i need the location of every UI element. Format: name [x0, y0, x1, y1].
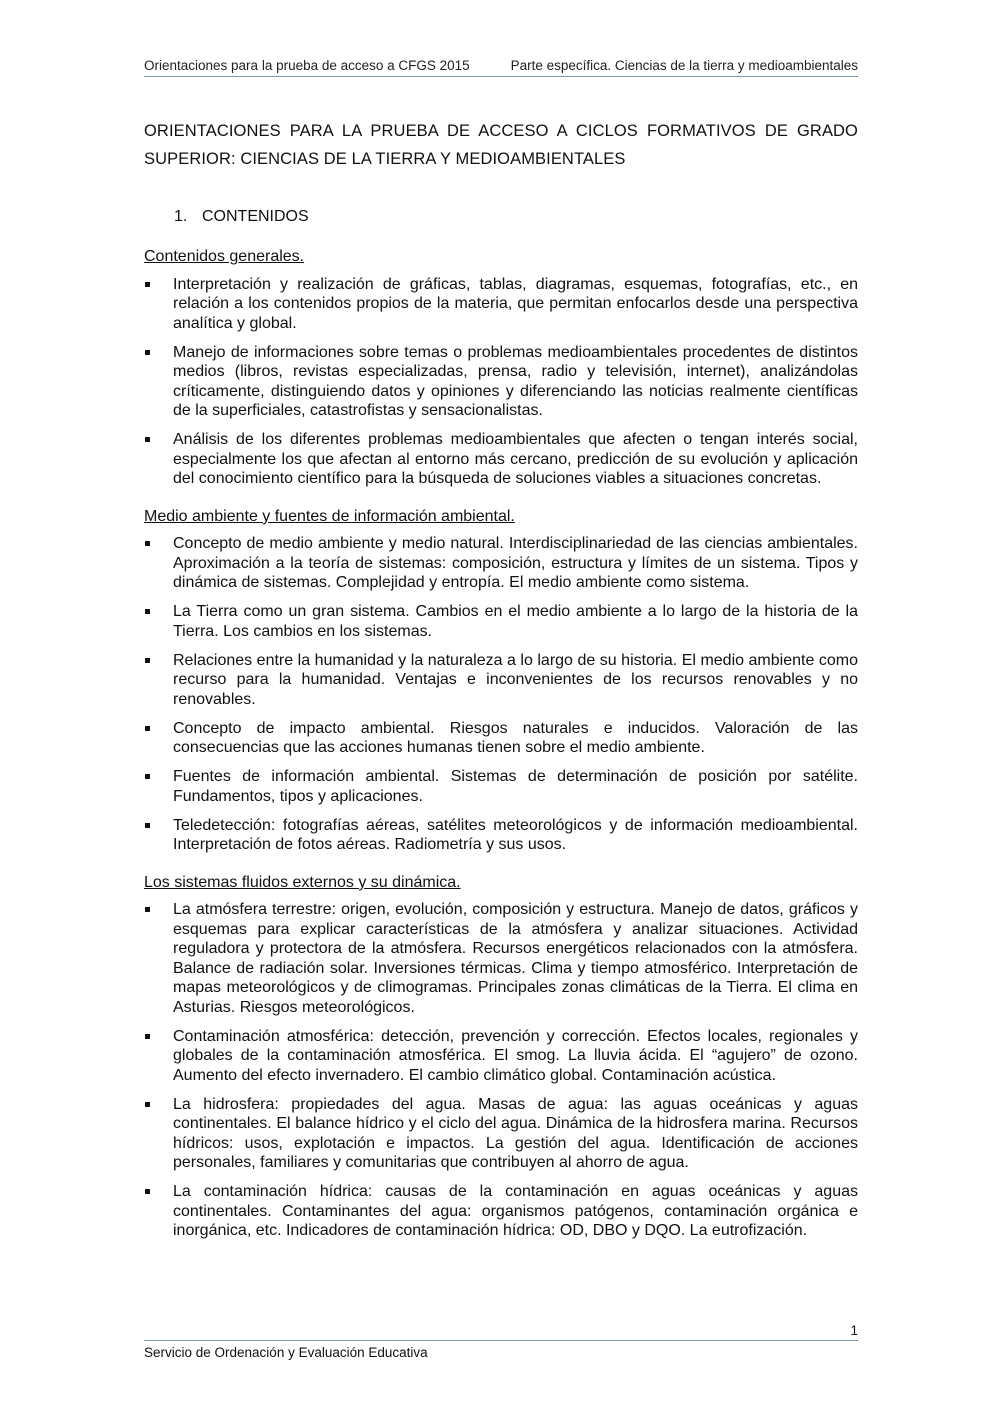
bullet-icon — [145, 1102, 150, 1107]
bullet-icon — [145, 658, 150, 663]
bullet-icon — [145, 437, 150, 442]
list-item: Análisis de los diferentes problemas medioambientales que afecten o tengan interés social, especialmente los que afectan al entorno más cercano, predicción de su evolución y aplicación del conocimiento científico para la búsqueda de soluciones viables a situaciones concretas. — [144, 430, 858, 489]
bullet-icon — [145, 609, 150, 614]
header-left: Orientaciones para la prueba de acceso a CFGS 2015 — [144, 58, 470, 73]
content-body — [144, 247, 858, 1259]
list-item: Contaminación atmosférica: detección, prevención y corrección. Efectos locales, regionales y globales de la contaminación atmosférica. El smog. La lluvia ácida. El “agujero” de ozono. Aumento del efecto invernadero. El cambio climático global. Contaminación acústica. — [144, 1027, 858, 1086]
bullet-icon — [145, 1189, 150, 1194]
list-item: Interpretación y realización de gráficas, tablas, diagramas, esquemas, fotografías, etc., en relación a los contenidos propios de la materia, que permitan enfocarlos desde una perspectiva analítica y global. — [144, 275, 858, 334]
bullet-list-medio-ambiente — [144, 534, 858, 855]
bullet-icon — [145, 726, 150, 731]
list-item: Concepto de impacto ambiental. Riesgos naturales e inducidos. Valoración de las consecuencias que las acciones humanas tienen sobre el medio ambiente. — [144, 719, 858, 758]
list-item: Fuentes de información ambiental. Sistemas de determinación de posición por satélite. Fundamentos, tipos y aplicaciones. — [144, 767, 858, 806]
bullet-icon — [145, 541, 150, 546]
section-heading-number: 1. — [174, 208, 188, 225]
list-item: La contaminación hídrica: causas de la contaminación en aguas oceánicas y aguas continentales. Contaminantes del agua: organismos patógenos, contaminación orgánica e inorgánica, etc. Indicadores de contaminación hídrica: OD, DBO y DQO. La eutrofización. — [144, 1182, 858, 1241]
list-item: Teledetección: fotografías aéreas, satélites meteorológicos y de información medioambiental. Interpretación de fotos aéreas. Radiometría y sus usos. — [144, 816, 858, 855]
bullet-icon — [145, 1034, 150, 1039]
section-title-generales: Contenidos generales. — [144, 248, 305, 265]
page-footer — [144, 1323, 858, 1360]
list-item: La Tierra como un gran sistema. Cambios en el medio ambiente a lo largo de la historia de la Tierra. Los cambios en los sistemas. — [144, 602, 858, 641]
bullet-icon — [145, 282, 150, 287]
document-title: ORIENTACIONES PARA LA PRUEBA DE ACCESO A CICLOS FORMATIVOS DE GRADO SUPERIOR: CIENCIAS DE LA TIERRA Y MEDIOAMBIENTALES — [144, 122, 858, 168]
list-item: Concepto de medio ambiente y medio natural. Interdisciplinariedad de las ciencias ambientales. Aproximación a la teoría de sistemas: composición, estructura y límites de un sistema. Tipos y dinámica de sistemas. Complejidad y entropía. El medio ambiente como sistema. — [144, 534, 858, 593]
page-number: 1 — [144, 1323, 858, 1341]
bullet-list-generales — [144, 275, 858, 489]
bullet-icon — [145, 774, 150, 779]
list-item: La hidrosfera: propiedades del agua. Masas de agua: las aguas oceánicas y aguas continentales. El balance hídrico y el ciclo del agua. Dinámica de la hidrosfera marina. Recursos hídricos: usos, explotación e impactos. La gestión del agua. Identificación de acciones personales, familiares y comunitarias que contribuyen al ahorro de agua. — [144, 1095, 858, 1173]
section-heading-label: CONTENIDOS — [202, 208, 309, 225]
section-heading — [174, 208, 309, 226]
footer-service: Servicio de Ordenación y Evaluación Educativa — [144, 1345, 428, 1360]
bullet-icon — [145, 350, 150, 355]
list-item: Manejo de informaciones sobre temas o problemas medioambientales procedentes de distintos medios (libros, revistas especializadas, prensa, radio y televisión, internet), analizándolas críticamente, distinguiendo datos y opiniones y diferenciando las noticias realmente científicas de la superficiales, catastrofistas y sensacionalistas. — [144, 343, 858, 421]
bullet-icon — [145, 907, 150, 912]
header-right: Parte específica. Ciencias de la tierra y medioambientales — [510, 58, 858, 73]
list-item: Relaciones entre la humanidad y la naturaleza a lo largo de su historia. El medio ambiente como recurso para la humanidad. Ventajas e inconvenientes de los recursos renovables y no renovables. — [144, 651, 858, 710]
section-title-medio-ambiente: Medio ambiente y fuentes de información ambiental. — [144, 507, 515, 525]
page-header — [144, 58, 858, 77]
section-title-sistemas-fluidos: Los sistemas fluidos externos y su dinámica. — [144, 873, 461, 891]
bullet-icon — [145, 823, 150, 828]
bullet-list-sistemas-fluidos — [144, 900, 858, 1241]
list-item: La atmósfera terrestre: origen, evolución, composición y estructura. Manejo de datos, gráficos y esquemas para explicar características de la atmósfera y analizar situaciones. Actividad reguladora y protectora de la atmósfera. Recursos energéticos relacionados con la atmósfera. Balance de radiación solar. Inversiones térmicas. Clima y tiempo atmosférico. Interpretación de mapas meteorológicos y de climogramas. Principales zonas climáticas de la Tierra. El clima en Asturias. Riesgos meteorológicos. — [144, 900, 858, 1017]
